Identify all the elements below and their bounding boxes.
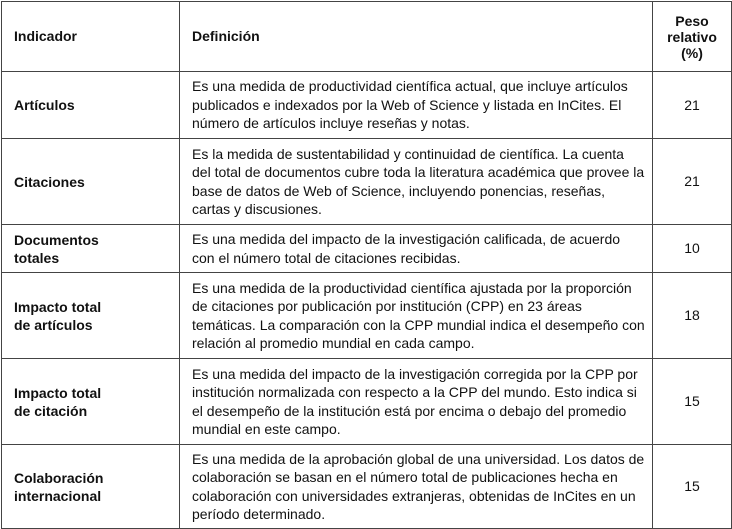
definition-cell: Es una medida del impacto de la investigación calificada, de acuerdo con el número total de citaciones recibidas.: [180, 225, 653, 273]
header-row: [2, 2, 732, 72]
definition-cell: Es una medida de productividad científica actual, que incluye artículos publicados e indexados por la Web of Science y listada en InCites. El número de artículos incluye reseñas y notas.: [180, 72, 653, 139]
weight-cell: 15: [653, 445, 732, 529]
weight-cell: 15: [653, 359, 732, 445]
weight-cell: 18: [653, 273, 732, 359]
header-peso-relativo: [653, 2, 732, 72]
table-row: [2, 225, 732, 273]
header-definicion: Definición: [180, 2, 653, 72]
indicator-cell: [2, 359, 180, 445]
indicator-name: Artículos: [14, 97, 75, 113]
indicator-cell: [2, 139, 180, 225]
indicator-name-line2: internacional: [14, 487, 102, 504]
header-indicador: Indicador: [2, 2, 180, 72]
indicator-name-line1: Colaboración: [14, 469, 104, 486]
indicator-cell: [2, 225, 180, 273]
weight-cell: 21: [653, 72, 732, 139]
indicator-name-line2: de citación: [14, 402, 88, 419]
table-row: [2, 445, 732, 529]
table-row: [2, 72, 732, 139]
table-row: [2, 359, 732, 445]
indicator-name-line1: Documentos: [14, 231, 99, 248]
indicator-name: Citaciones: [14, 173, 85, 190]
indicator-name-line1: Impacto total: [14, 298, 102, 315]
indicators-table: [1, 1, 732, 529]
indicator-name-line1: Impacto total: [14, 384, 102, 401]
definition-cell: Es una medida del impacto de la investigación corregida por la CPP por institución normalizada con respecto a la CPP del mundo. Esto indica si el desempeño de la institución está por encima o debajo del promedio mundial en este campo.: [180, 359, 653, 445]
weight-cell: 10: [653, 225, 732, 273]
weight-cell: 21: [653, 139, 732, 225]
indicator-cell: [2, 273, 180, 359]
indicator-cell: [2, 445, 180, 529]
indicator-name-line2: de artículos: [14, 316, 93, 333]
indicator-name-line2: totales: [14, 249, 60, 266]
table-row: [2, 273, 732, 359]
header-peso-line2: relativo: [667, 28, 717, 45]
indicator-cell: [2, 72, 180, 139]
definition-cell: Es la medida de sustentabilidad y continuidad de científica. La cuenta del total de documentos cubre toda la literatura académica que provee la base de datos de Web of Science, incluyendo ponencias, reseñas, cartas y discusiones.: [180, 139, 653, 225]
header-peso-line1: Peso: [675, 12, 709, 29]
definition-cell: Es una medida de la productividad científica ajustada por la proporción de citaciones por publicación por institución (CPP) en 23 áreas temáticas. La comparación con la CPP mundial indica el desempeño con relación al promedio mundial en cada campo.: [180, 273, 653, 359]
table-row: [2, 139, 732, 225]
definition-cell: Es una medida de la aprobación global de una universidad. Los datos de colaboración se basan en el número total de publicaciones hecha en colaboración con universidades extranjeras, obtenidas de InCites en un período determinado.: [180, 445, 653, 529]
header-peso-line3: (%): [681, 44, 703, 61]
